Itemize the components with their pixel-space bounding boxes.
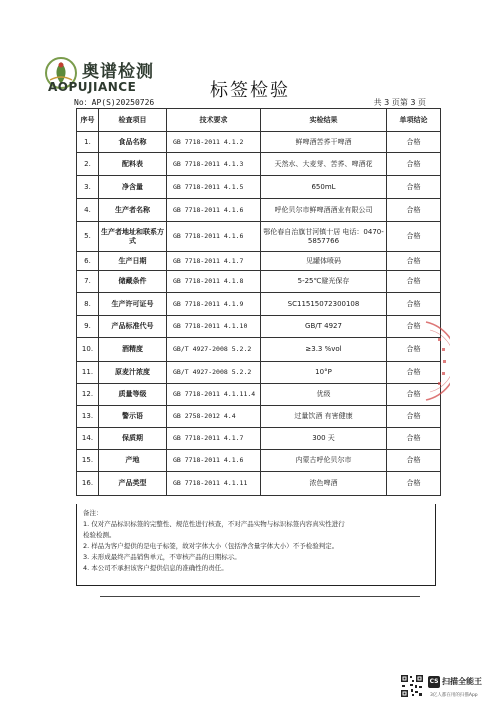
notes-label: 备注： [83, 509, 103, 517]
table-row [77, 176, 441, 199]
header-conclusion: 单项结论 [387, 109, 441, 132]
cell-conclusion: 合格 [387, 406, 441, 428]
watermark-tagline: 3亿人都在用的扫描App [430, 693, 478, 698]
cell-conclusion: 合格 [387, 362, 441, 384]
cell-no: 12. [77, 384, 99, 406]
notes-line [83, 508, 431, 519]
inspection-table [76, 108, 441, 496]
notes-line: 检验检测。 [83, 531, 116, 539]
table-body [77, 132, 441, 496]
cell-no: 1. [77, 132, 99, 153]
cell-standard: GB 7718-2011 4.1.8 [167, 271, 261, 293]
cell-standard: GB 7718-2011 4.1.3 [167, 153, 261, 176]
cell-standard: GB 7718-2011 4.1.11 [167, 472, 261, 496]
cell-result: 鄂伦春自治旗甘河镇十居 电话：0470-5857766 [261, 222, 387, 252]
notes-line: 4. 本公司不承担该客户提供信息的准确性的责任。 [83, 564, 228, 572]
cell-conclusion: 合格 [387, 384, 441, 406]
table-row [77, 199, 441, 222]
table-row [77, 271, 441, 293]
cell-item: 净含量 [99, 176, 167, 199]
cell-item: 警示语 [99, 406, 167, 428]
page-indicator: 共 3 页第 3 页 [373, 98, 426, 107]
cell-result: 天然水、大麦芽、苦荞、啤酒花 [261, 153, 387, 176]
notes-line: 2. 样品为客户提供的是电子标签，故对字体大小（包括净含量字体大小）不予检验判定。 [83, 542, 339, 550]
table-row [77, 406, 441, 428]
cell-no: 10. [77, 338, 99, 362]
cell-conclusion: 合格 [387, 153, 441, 176]
cell-no: 5. [77, 222, 99, 252]
cell-result: GB/T 4927 [261, 316, 387, 338]
table-row [77, 293, 441, 316]
notes-line: 3. 未形成最终产品销售单元，不审核产品的日期标示。 [83, 553, 241, 561]
cell-no: 14. [77, 428, 99, 450]
table-row [77, 132, 441, 153]
table-header-row [77, 109, 441, 132]
cell-item: 生产者名称 [99, 199, 167, 222]
cell-result: ≥3.3 %vol [261, 338, 387, 362]
cell-standard: GB 7718-2011 4.1.2 [167, 132, 261, 153]
cell-standard: GB/T 4927-2008 5.2.2 [167, 338, 261, 362]
notes-section [76, 504, 436, 586]
qr-code-icon [400, 674, 424, 698]
cell-item: 质量等级 [99, 384, 167, 406]
cell-item: 产品标准代号 [99, 316, 167, 338]
header-standard: 技术要求 [167, 109, 261, 132]
logo-english-name: AOPUJIANCE [48, 80, 137, 94]
report-number: No：AP(S)20250726 [74, 98, 155, 107]
cell-result: 呼伦贝尔市鲜啤酒酒业有限公司 [261, 199, 387, 222]
cell-conclusion: 合格 [387, 450, 441, 472]
table-row [77, 384, 441, 406]
watermark-app-name: 扫描全能王 [442, 677, 482, 686]
cell-item: 配料表 [99, 153, 167, 176]
cell-conclusion: 合格 [387, 316, 441, 338]
cell-no: 4. [77, 199, 99, 222]
cell-result: 650mL [261, 176, 387, 199]
table-row [77, 252, 441, 271]
header-item: 检查项目 [99, 109, 167, 132]
cell-result: 过量饮酒 有害健康 [261, 406, 387, 428]
cell-result: 10°P [261, 362, 387, 384]
cell-item: 食品名称 [99, 132, 167, 153]
table-row [77, 222, 441, 252]
cell-no: 11. [77, 362, 99, 384]
cell-no: 6. [77, 252, 99, 271]
cell-no: 2. [77, 153, 99, 176]
cell-standard: GB 7718-2011 4.1.6 [167, 450, 261, 472]
cell-standard: GB 7718-2011 4.1.6 [167, 222, 261, 252]
table-row [77, 338, 441, 362]
cell-standard: GB 7718-2011 4.1.7 [167, 252, 261, 271]
cell-conclusion: 合格 [387, 271, 441, 293]
cell-item: 储藏条件 [99, 271, 167, 293]
cell-result: 见罐体喷码 [261, 252, 387, 271]
page-title: 标签检验 [210, 80, 290, 101]
seal-stamp [398, 316, 450, 406]
cell-conclusion: 合格 [387, 472, 441, 496]
notes-line: 1. 仅对产品标识标签的完整性、规范性进行核查，不对产品实物与标识标签内容真实性进行 [83, 520, 345, 528]
cell-result: 浓色啤酒 [261, 472, 387, 496]
cell-conclusion: 合格 [387, 176, 441, 199]
cell-item: 生产者地址和联系方式 [99, 222, 167, 252]
cell-conclusion: 合格 [387, 132, 441, 153]
header-no: 序号 [77, 109, 99, 132]
cell-item: 生产日期 [99, 252, 167, 271]
cell-conclusion: 合格 [387, 338, 441, 362]
cell-standard: GB 7718-2011 4.1.11.4 [167, 384, 261, 406]
cell-standard: GB 7718-2011 4.1.10 [167, 316, 261, 338]
cell-result: 鲜啤酒苦荞干啤酒 [261, 132, 387, 153]
cell-standard: GB 2758-2012 4.4 [167, 406, 261, 428]
cell-item: 产品类型 [99, 472, 167, 496]
cell-no: 15. [77, 450, 99, 472]
cell-standard: GB 7718-2011 4.1.6 [167, 199, 261, 222]
cell-result: 优级 [261, 384, 387, 406]
cell-item: 保质期 [99, 428, 167, 450]
table-row [77, 316, 441, 338]
cell-no: 16. [77, 472, 99, 496]
cell-no: 8. [77, 293, 99, 316]
bottom-divider [100, 596, 420, 597]
cell-item: 酒精度 [99, 338, 167, 362]
logo-chinese-name: 奥谱检测 [82, 62, 154, 82]
cell-conclusion: 合格 [387, 293, 441, 316]
table-row [77, 472, 441, 496]
cell-item: 生产许可证号 [99, 293, 167, 316]
cell-no: 3. [77, 176, 99, 199]
cell-result: SC11515072300108 [261, 293, 387, 316]
cell-conclusion: 合格 [387, 222, 441, 252]
header-result: 实检结果 [261, 109, 387, 132]
cell-item: 产地 [99, 450, 167, 472]
cell-no: 13. [77, 406, 99, 428]
cell-standard: GB 7718-2011 4.1.5 [167, 176, 261, 199]
cell-result: 300 天 [261, 428, 387, 450]
table-row [77, 153, 441, 176]
table-row [77, 450, 441, 472]
cell-item: 原麦汁浓度 [99, 362, 167, 384]
camscanner-badge-icon: CS [428, 676, 440, 688]
cell-no: 9. [77, 316, 99, 338]
table-row [77, 362, 441, 384]
cell-conclusion: 合格 [387, 252, 441, 271]
cell-result: 内蒙古呼伦贝尔市 [261, 450, 387, 472]
cell-conclusion: 合格 [387, 199, 441, 222]
cell-no: 7. [77, 271, 99, 293]
table-row [77, 428, 441, 450]
cell-standard: GB 7718-2011 4.1.7 [167, 428, 261, 450]
cell-standard: GB/T 4927-2008 5.2.2 [167, 362, 261, 384]
cell-standard: GB 7718-2011 4.1.9 [167, 293, 261, 316]
cell-conclusion: 合格 [387, 428, 441, 450]
cell-result: 5-25℃避光保存 [261, 271, 387, 293]
